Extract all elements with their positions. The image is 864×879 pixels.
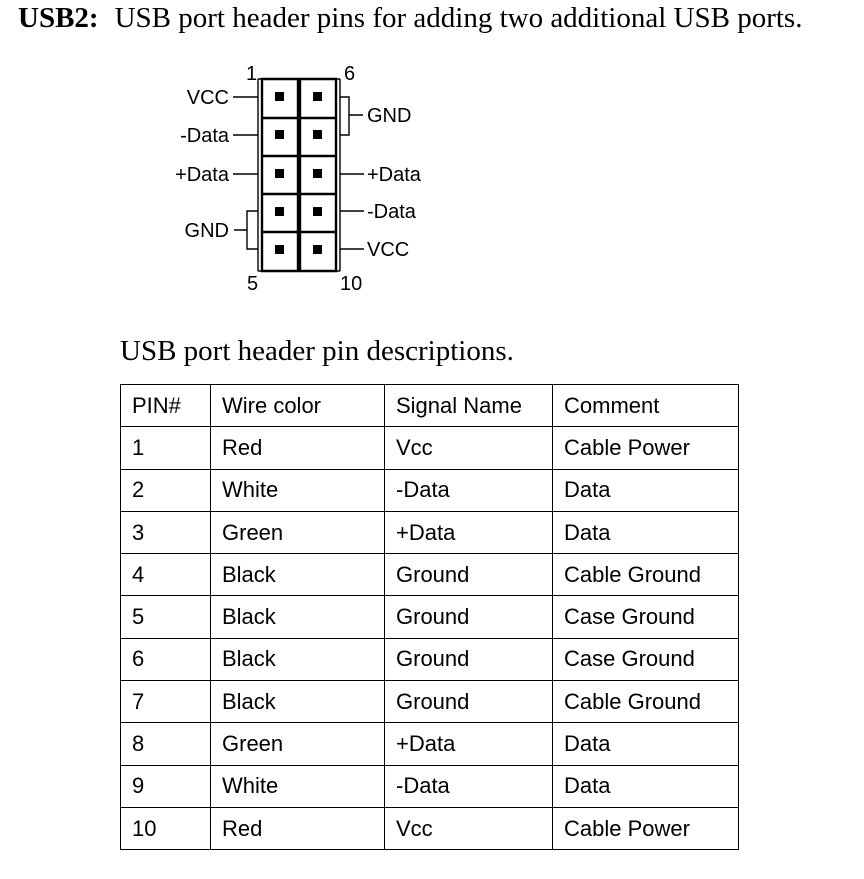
table-row: [121, 765, 739, 807]
pin-cell: 6: [121, 638, 211, 680]
pin-2: [275, 130, 284, 139]
comment-cell: Case Ground: [553, 638, 739, 680]
pin-8: [313, 169, 322, 178]
table-body: [121, 427, 739, 850]
pin-3: [275, 169, 284, 178]
header-comment: Comment: [553, 385, 739, 427]
right-label-minus-data: -Data: [367, 201, 416, 223]
comment-cell: Case Ground: [553, 596, 739, 638]
heading-tag: USB2:: [18, 2, 99, 34]
comment-cell: Cable Ground: [553, 681, 739, 723]
pin-header-body: [258, 79, 340, 271]
comment-cell: Data: [553, 723, 739, 765]
left-leader-lines: [233, 97, 258, 249]
right-label-plus-data: +Data: [367, 164, 421, 186]
signal-name-cell: Ground: [385, 638, 553, 680]
right-label-vcc: VCC: [367, 239, 410, 261]
pin-number-bottom-right: 10: [340, 273, 363, 295]
pin-number-bottom-left: 5: [247, 273, 259, 295]
pin-1: [275, 92, 284, 101]
pin-cell: 4: [121, 554, 211, 596]
table-header-row: [121, 385, 739, 427]
comment-cell: Data: [553, 469, 739, 511]
left-label-minus-data: -Data: [180, 125, 229, 147]
header-pin: PIN#: [121, 385, 211, 427]
comment-cell: Cable Power: [553, 807, 739, 849]
signal-name-cell: -Data: [385, 765, 553, 807]
table-row: [121, 596, 739, 638]
pin-6: [313, 92, 322, 101]
header-wire-color: Wire color: [211, 385, 385, 427]
wire-color-cell: Green: [211, 723, 385, 765]
pin-cell: 1: [121, 427, 211, 469]
pin-cell: 2: [121, 469, 211, 511]
table-row: [121, 427, 739, 469]
table-row: [121, 511, 739, 553]
comment-cell: Data: [553, 511, 739, 553]
pin-cell: 5: [121, 596, 211, 638]
signal-name-cell: +Data: [385, 511, 553, 553]
comment-cell: Cable Ground: [553, 554, 739, 596]
pin-4: [275, 207, 284, 216]
usb-header-pin-diagram: [0, 0, 864, 320]
pin-cell: 9: [121, 765, 211, 807]
signal-name-cell: Ground: [385, 681, 553, 723]
wire-color-cell: White: [211, 765, 385, 807]
table-row: [121, 469, 739, 511]
pin-7: [313, 130, 322, 139]
wire-color-cell: Black: [211, 638, 385, 680]
pin-9: [313, 207, 322, 216]
left-label-vcc: VCC: [186, 87, 229, 109]
right-label-gnd: GND: [367, 105, 412, 127]
table-row: [121, 638, 739, 680]
left-label-plus-data: +Data: [175, 164, 229, 186]
pin-cell: 7: [121, 681, 211, 723]
signal-name-cell: Vcc: [385, 807, 553, 849]
signal-name-cell: Ground: [385, 554, 553, 596]
table-caption: USB port header pin descriptions.: [120, 335, 514, 367]
table-row: [121, 681, 739, 723]
pin-number-top-left: 1: [246, 63, 258, 85]
wire-color-cell: Black: [211, 554, 385, 596]
pin-cell: 3: [121, 511, 211, 553]
pin-cell: 8: [121, 723, 211, 765]
pin-cell: 10: [121, 807, 211, 849]
heading-text: USB port header pins for adding two additional USB ports.: [114, 2, 803, 34]
wire-color-cell: Black: [211, 681, 385, 723]
right-leader-lines: [340, 97, 364, 249]
table-row: [121, 723, 739, 765]
signal-name-cell: Ground: [385, 596, 553, 638]
pin-description-table: [120, 384, 739, 850]
wire-color-cell: Green: [211, 511, 385, 553]
wire-color-cell: White: [211, 469, 385, 511]
pin-10: [313, 245, 322, 254]
header-signal-name: Signal Name: [385, 385, 553, 427]
table-row: [121, 807, 739, 849]
wire-color-cell: Red: [211, 807, 385, 849]
signal-name-cell: -Data: [385, 469, 553, 511]
signal-name-cell: +Data: [385, 723, 553, 765]
wire-color-cell: Black: [211, 596, 385, 638]
pin-number-top-right: 6: [344, 63, 356, 85]
signal-name-cell: Vcc: [385, 427, 553, 469]
table-row: [121, 554, 739, 596]
comment-cell: Cable Power: [553, 427, 739, 469]
pin-5: [275, 245, 284, 254]
left-label-gnd: GND: [184, 220, 229, 242]
wire-color-cell: Red: [211, 427, 385, 469]
comment-cell: Data: [553, 765, 739, 807]
